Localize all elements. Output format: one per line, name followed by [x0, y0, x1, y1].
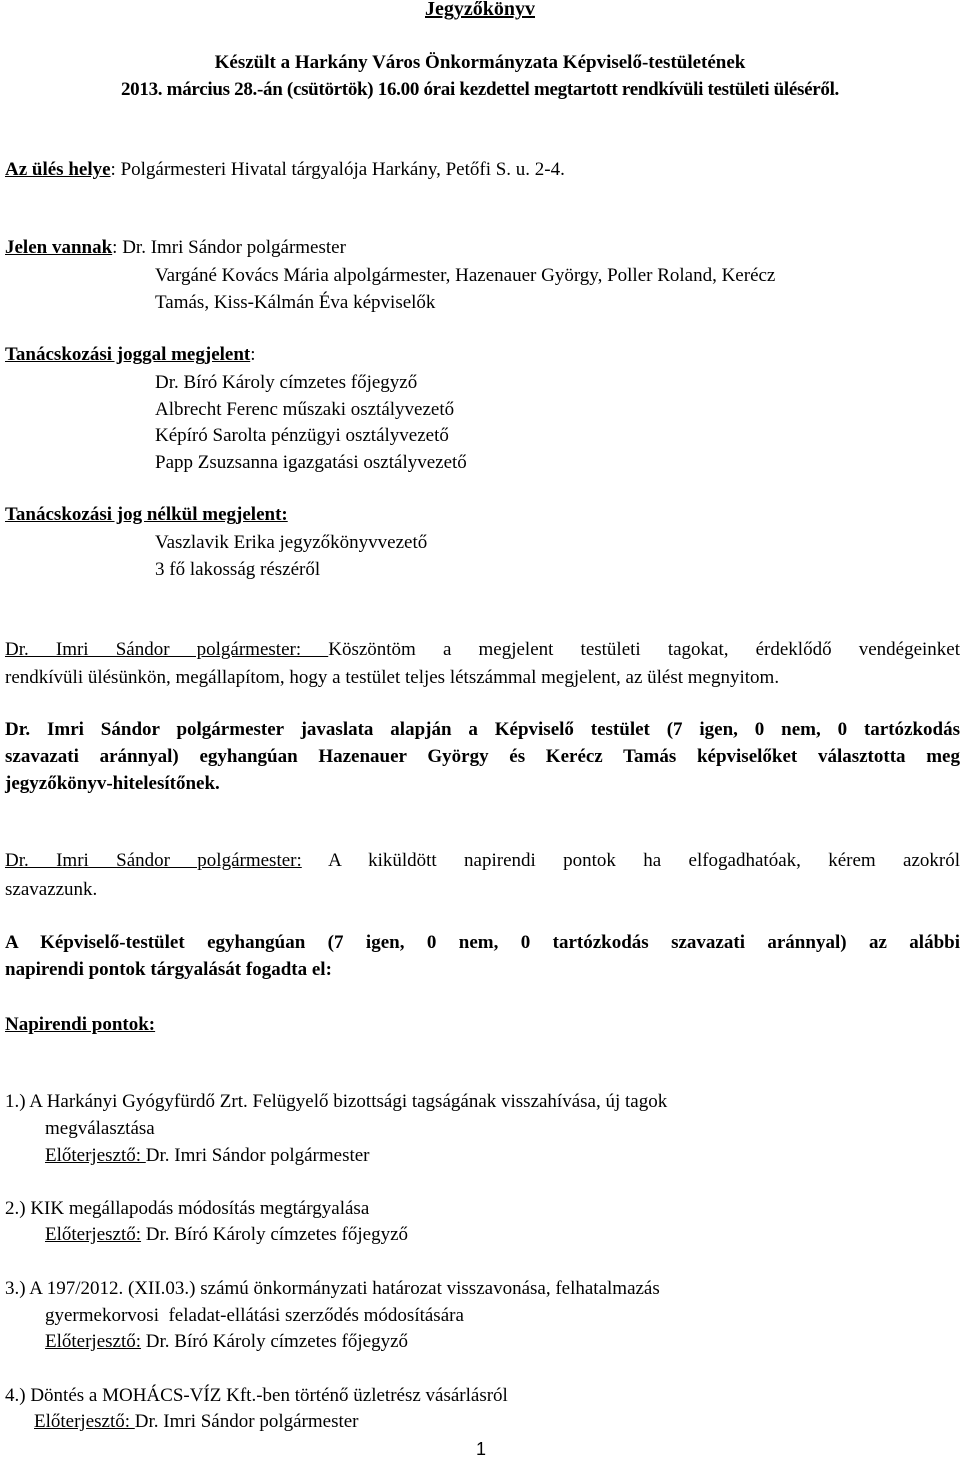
para3-speaker: Dr. Imri Sándor polgármester: — [5, 850, 302, 871]
agenda-item-4-title: 4.) Döntés a MOHÁCS-VÍZ Kft.-ben történő üzletrész vásárlásról — [5, 1385, 508, 1406]
advisory-name: Képíró Sarolta pénzügyi osztályvezető — [155, 425, 449, 446]
para2-line-1: Dr. Imri Sándor polgármester javaslata alapján a Képviselő testület (7 igen, 0 nem, 0 tartózkodás — [5, 719, 960, 740]
para2-line-3: jegyzőkönyv-hitelesítőnek. — [5, 773, 220, 794]
agenda-item-1-presenter — [45, 1143, 370, 1169]
presenter-name: Dr. Bíró Károly címzetes főjegyző — [141, 1331, 409, 1352]
agenda-heading: Napirendi pontok: — [5, 1014, 156, 1035]
venue-line — [5, 157, 565, 183]
agenda-item-2-title: 2.) KIK megállapodás módosítás megtárgyalása — [5, 1198, 370, 1219]
presenter-name: Dr. Imri Sándor polgármester — [134, 1411, 359, 1432]
para3-text: A kiküldött napirendi pontok ha elfogadhatóak, kérem azokról — [301, 850, 960, 871]
agenda-item-1-title: 1.) A Harkányi Gyógyfürdő Zrt. Felügyelő bizottsági tagságának visszahívása, új tagok — [5, 1091, 668, 1112]
para2-line-2: szavazati aránnyal) egyhangúan Hazenauer György és Kerécz Tamás képviselőket választotta meg — [5, 746, 960, 767]
para1-speaker: Dr. Imri Sándor polgármester: — [5, 639, 329, 660]
present-mayor: Dr. Imri Sándor polgármester — [117, 237, 346, 258]
agenda-item-3-title-cont: gyermekorvosi feladat-ellátási szerződés módosítására — [45, 1305, 464, 1326]
page-number: 1 — [476, 1439, 487, 1459]
advisory-name: Dr. Bíró Károly címzetes főjegyző — [155, 372, 418, 393]
para1-text: Köszöntöm a megjelent testületi tagokat, érdeklődő vendégeinket — [328, 639, 960, 660]
para1-line-1 — [5, 637, 960, 663]
venue-label: Az ülés helye — [5, 159, 111, 180]
para4-line-1: A Képviselő-testület egyhangúan (7 igen, 0 nem, 0 tartózkodás szavazati aránnyal) az alábbi — [5, 932, 960, 953]
presenter-label: Előterjesztő: — [34, 1411, 135, 1432]
para4-line-2: napirendi pontok tárgyalását fogadta el: — [5, 959, 332, 980]
intro-line-2: 2013. március 28.-án (csütörtök) 16.00 órai kezdettel megtartott rendkívüli testületi üléséről. — [120, 79, 839, 100]
para3-line-1 — [5, 848, 960, 874]
agenda-item-2-presenter — [45, 1222, 408, 1248]
agenda-item-4-presenter — [34, 1409, 359, 1435]
present-label: Jelen vannak — [5, 237, 113, 258]
advisory-name: Papp Zsuzsanna igazgatási osztályvezető — [155, 452, 467, 473]
nonadvisory-name: 3 fő lakosság részéről — [155, 559, 321, 580]
advisory-name: Albrecht Ferenc műszaki osztályvezető — [155, 399, 455, 420]
present-line-2: Vargáné Kovács Mária alpolgármester, Hazenauer György, Poller Roland, Kerécz — [155, 265, 776, 286]
presenter-label: Előterjesztő: — [45, 1145, 146, 1166]
advisory-line — [5, 342, 256, 368]
document-title: Jegyzőkönyv — [425, 0, 535, 20]
venue-colon: : — [110, 159, 116, 180]
nonadvisory-name: Vaszlavik Erika jegyzőkönyvvezető — [155, 532, 428, 553]
para1-line-2: rendkívüli ülésünkön, megállapítom, hogy a testület teljes létszámmal megjelent, az ülést megnyitom. — [5, 667, 780, 688]
presenter-label: Előterjesztő: — [45, 1224, 142, 1245]
agenda-item-1-title-cont: megválasztása — [45, 1118, 155, 1139]
venue-value: Polgármesteri Hivatal tárgyalója Harkány, Petőfi S. u. 2-4. — [115, 159, 565, 180]
agenda-item-3-presenter — [45, 1329, 408, 1355]
advisory-label: Tanácskozási joggal megjelent — [5, 344, 251, 365]
presenter-name: Dr. Bíró Károly címzetes főjegyző — [141, 1224, 409, 1245]
intro-line-1: Készült a Harkány Város Önkormányzata Képviselő-testületének — [214, 52, 746, 73]
agenda-item-3-title: 3.) A 197/2012. (XII.03.) számú önkormányzati határozat visszavonása, felhatalmazás — [5, 1278, 660, 1299]
present-colon: : — [112, 237, 118, 258]
presenter-label: Előterjesztő: — [45, 1331, 142, 1352]
para3-line-2: szavazzunk. — [5, 879, 98, 900]
present-line-3: Tamás, Kiss-Kálmán Éva képviselők — [155, 292, 436, 313]
presenter-name: Dr. Imri Sándor polgármester — [145, 1145, 370, 1166]
nonadvisory-label: Tanácskozási jog nélkül megjelent: — [5, 504, 288, 525]
advisory-colon: : — [250, 344, 256, 365]
present-line — [5, 235, 346, 261]
